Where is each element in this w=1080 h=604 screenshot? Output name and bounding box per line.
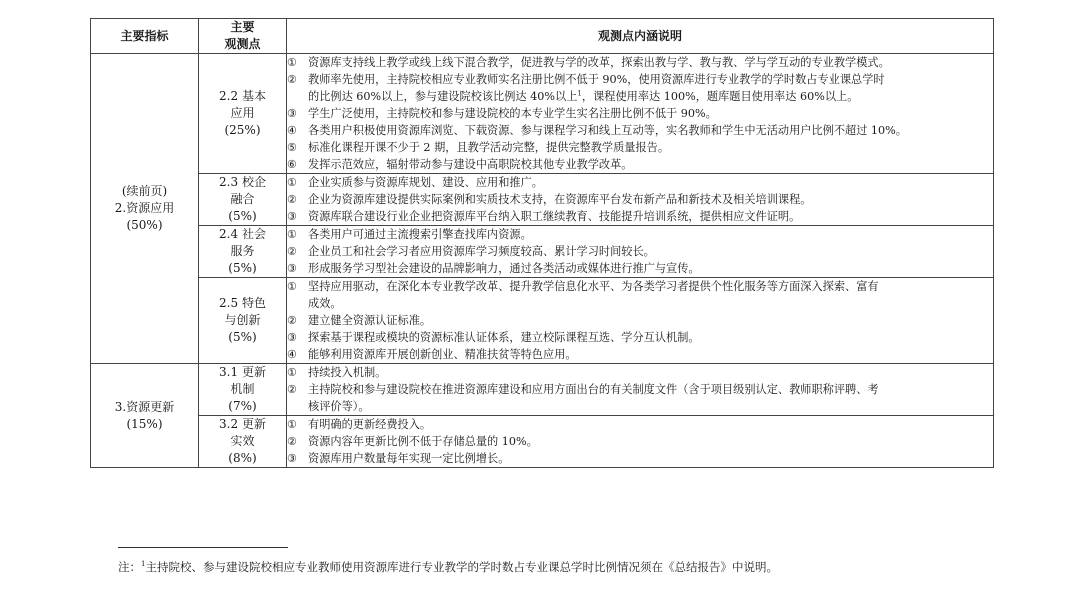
description-item — [287, 278, 993, 312]
item-text — [308, 191, 993, 208]
indicator-label-line: (50%) — [126, 218, 163, 232]
description-item — [287, 122, 993, 139]
item-text — [308, 122, 993, 139]
item-text-line: 企业员工和社会学习者应用资源库学习频度较高、累计学习时间较长。 — [308, 245, 655, 258]
header-point-line2: 观测点 — [224, 37, 261, 51]
item-text-line: 的比例达 60%以上，参与建设院校该比例达 40%以上 — [308, 90, 578, 103]
description-item — [287, 381, 993, 415]
item-number: ⑤ — [287, 141, 297, 154]
header-indicator: 主要指标 — [91, 19, 199, 54]
table-row — [91, 278, 994, 364]
description-item — [287, 433, 993, 450]
item-text-line: ，课程使用率达 100%，题库题目使用率达 60%以上。 — [581, 90, 859, 103]
description-cell — [287, 226, 994, 278]
item-text-line: 核评价等）。 — [308, 400, 370, 413]
description-cell — [287, 174, 994, 226]
description-item — [287, 191, 993, 208]
description-item — [287, 364, 993, 381]
description-item — [287, 71, 993, 105]
item-text — [308, 416, 993, 433]
item-number: ③ — [287, 331, 297, 344]
item-number: ② — [287, 73, 297, 86]
item-text-line: 资源库支持线上教学或线上线下混合教学，促进教与学的改革，探索出教与学、教与教、学与学互动的专业教学模式。 — [308, 56, 890, 69]
table-row — [91, 54, 994, 174]
item-text — [308, 243, 993, 260]
observation-point-cell — [199, 54, 287, 174]
item-number: ② — [287, 314, 297, 327]
observation-point-cell — [199, 364, 287, 416]
observation-point-line: 2.3 校企 — [219, 175, 266, 189]
item-text-line: 探索基于课程或模块的资源标准认证体系，建立校际课程互选、学分互认机制。 — [308, 331, 700, 344]
indicator-label-line: 3.资源更新 — [114, 399, 175, 414]
header-point-line1: 主要 — [230, 20, 255, 34]
description-item — [287, 346, 993, 363]
item-text-line-wrap — [308, 88, 993, 105]
footnote-prefix: 注： — [118, 560, 141, 574]
description-item — [287, 450, 993, 467]
description-cell — [287, 364, 994, 416]
item-text-line: 各类用户可通过主流搜索引擎查找库内资源。 — [308, 228, 532, 241]
item-text — [308, 54, 993, 71]
observation-point-line: 3.2 更新 — [219, 417, 266, 431]
indicator-cell — [91, 364, 199, 468]
item-text — [308, 260, 993, 277]
observation-point-line: 实效 — [230, 434, 255, 448]
description-item — [287, 243, 993, 260]
item-text — [308, 346, 993, 363]
indicator-label-line: (15%) — [126, 416, 163, 431]
item-number: ① — [287, 280, 297, 293]
item-number: ③ — [287, 452, 297, 465]
header-observation-point — [199, 19, 287, 54]
item-text — [308, 329, 993, 346]
description-cell — [287, 54, 994, 174]
indicator-label-line: 2.资源应用 — [114, 201, 175, 215]
observation-point-cell — [199, 174, 287, 226]
item-text — [308, 381, 993, 415]
item-number: ① — [287, 228, 297, 241]
header-description: 观测点内涵说明 — [287, 19, 994, 54]
observation-point-line: (7%) — [228, 399, 257, 413]
footnote-marker: 1 — [141, 560, 146, 569]
indicator-label-line: (续前页) — [121, 184, 168, 198]
observation-point-line: (5%) — [228, 330, 257, 344]
item-text — [308, 208, 993, 225]
item-text — [308, 226, 993, 243]
item-number: ① — [287, 56, 297, 69]
item-text-line: 企业实质参与资源库规划、建设、应用和推广。 — [308, 176, 543, 189]
item-text-line: 企业为资源库建设提供实际案例和实质技术支持，在资源库平台发布新产品和新技术及相关培训课程。 — [308, 193, 812, 206]
item-text — [308, 312, 993, 329]
table-row — [91, 364, 994, 416]
item-text-line: 有明确的更新经费投入。 — [308, 418, 432, 431]
item-text-line: 资源库用户数量每年实现一定比例增长。 — [308, 452, 510, 465]
table-row — [91, 226, 994, 278]
item-text-line: 形成服务学习型社会建设的品牌影响力，通过各类活动或媒体进行推广与宣传。 — [308, 262, 700, 275]
item-text-line: 发挥示范效应，辐射带动参与建设中高职院校其他专业教学改革。 — [308, 158, 633, 171]
item-text-line: 学生广泛使用，主持院校和参与建设院校的本专业学生实名注册比例不低于 90%。 — [308, 107, 717, 120]
table-row — [91, 416, 994, 468]
item-text-line: 各类用户积极使用资源库浏览、下载资源、参与课程学习和线上互动等，实名教师和学生中无活动用户比例不超过 10%。 — [308, 124, 907, 137]
item-number: ① — [287, 366, 297, 379]
item-number: ① — [287, 418, 297, 431]
observation-point-line: 与创新 — [224, 313, 261, 327]
observation-point-line: 2.2 基本 — [219, 89, 266, 103]
description-item — [287, 139, 993, 156]
table-row — [91, 174, 994, 226]
indicator-table — [90, 18, 994, 468]
item-text-line: 持续投入机制。 — [308, 366, 387, 379]
item-text-line: 成效。 — [308, 297, 342, 310]
item-number: ③ — [287, 107, 297, 120]
observation-point-cell — [199, 278, 287, 364]
item-text-line: 教师率先使用，主持院校相应专业教师实名注册比例不低于 90%，使用资源库进行专业教学的学时数占专业课总学时 — [308, 73, 885, 86]
item-number: ④ — [287, 124, 297, 137]
item-number: ⑥ — [287, 158, 297, 171]
item-number: ② — [287, 193, 297, 206]
description-item — [287, 208, 993, 225]
description-item — [287, 105, 993, 122]
footnote-text: 主持院校、参与建设院校相应专业教师使用资源库进行专业教学的学时数占专业课总学时比例情况须在《总结报告》中说明。 — [145, 560, 778, 574]
description-item — [287, 312, 993, 329]
item-number: ② — [287, 435, 297, 448]
observation-point-cell — [199, 226, 287, 278]
description-item — [287, 416, 993, 433]
item-number: ④ — [287, 348, 297, 361]
observation-point-line: (5%) — [228, 209, 257, 223]
observation-point-line: (25%) — [224, 123, 261, 137]
description-item — [287, 260, 993, 277]
footnote — [118, 559, 778, 575]
description-item — [287, 174, 993, 191]
item-text-line: 标准化课程开课不少于 2 期，且教学活动完整，提供完整教学质量报告。 — [308, 141, 670, 154]
item-number: ① — [287, 176, 297, 189]
footnote-rule — [118, 547, 288, 548]
item-text — [308, 364, 993, 381]
description-cell — [287, 416, 994, 468]
description-item — [287, 226, 993, 243]
item-text-line: 能够利用资源库开展创新创业、精准扶贫等特色应用。 — [308, 348, 577, 361]
item-text — [308, 156, 993, 173]
item-number: ② — [287, 383, 297, 396]
observation-point-line: 2.4 社会 — [219, 227, 266, 241]
table-header-row — [91, 19, 994, 54]
description-item — [287, 54, 993, 71]
item-number: ③ — [287, 210, 297, 223]
table-body — [91, 54, 994, 468]
item-text — [308, 71, 993, 105]
footnote-ref: 1 — [577, 89, 582, 98]
item-text — [308, 278, 993, 312]
item-text-line: 资源内容年更新比例不低于存储总量的 10%。 — [308, 435, 538, 448]
observation-point-cell — [199, 416, 287, 468]
item-text-line: 主持院校和参与建设院校在推进资源库建设和应用方面出台的有关制度文件（含于项目级别认定、教师职称评聘、考 — [308, 383, 879, 396]
description-cell — [287, 278, 994, 364]
item-text — [308, 450, 993, 467]
observation-point-line: (5%) — [228, 261, 257, 275]
observation-point-line: 融合 — [230, 192, 255, 206]
item-text — [308, 105, 993, 122]
item-text-line: 建立健全资源认证标准。 — [308, 314, 432, 327]
indicator-cell — [91, 54, 199, 364]
item-number: ② — [287, 245, 297, 258]
observation-point-line: 2.5 特色 — [219, 296, 266, 310]
observation-point-line: 服务 — [230, 244, 255, 258]
description-item — [287, 329, 993, 346]
observation-point-line: 机制 — [230, 382, 255, 396]
observation-point-line: 应用 — [230, 106, 255, 120]
item-text-line: 资源库联合建设行业企业把资源库平台纳入职工继续教育、技能提升培训系统，提供相应文件证明。 — [308, 210, 801, 223]
item-text — [308, 139, 993, 156]
description-item — [287, 156, 993, 173]
observation-point-line: 3.1 更新 — [219, 365, 266, 379]
item-text — [308, 433, 993, 450]
item-number: ③ — [287, 262, 297, 275]
observation-point-line: (8%) — [228, 451, 257, 465]
item-text-line: 坚持应用驱动，在深化本专业教学改革、提升教学信息化水平、为各类学习者提供个性化服务等方面深入探索、富有 — [308, 280, 879, 293]
item-text — [308, 174, 993, 191]
